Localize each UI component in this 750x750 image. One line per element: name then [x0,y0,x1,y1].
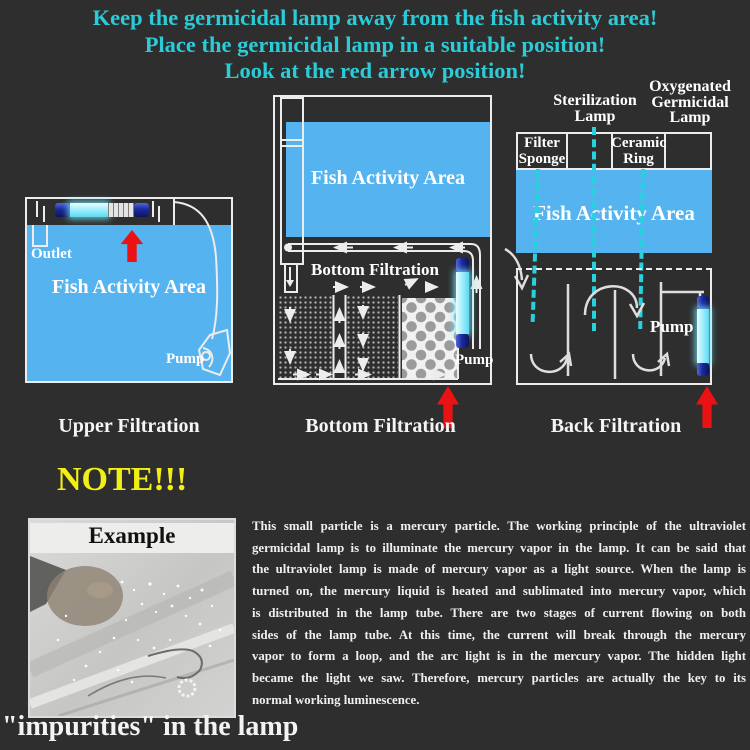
lamp-cap-icon [697,296,709,309]
lamp-tube-icon [456,272,469,334]
sterilization-lamp-label: Sterilization Lamp [553,92,637,125]
pump-label: Pump [650,317,694,336]
water-area [516,170,712,253]
down-arrow-icon [286,267,294,287]
lamp-cap-icon [697,363,709,376]
fish-activity-area-label: Fish Activity Area [310,167,466,189]
pump-label: Pump [455,352,494,368]
heading-line-3: Look at the red arrow position! [224,58,526,83]
empty-cell [568,134,613,168]
heading-line-2: Place the germicidal lamp in a suitable position! [144,31,606,57]
lamp-cap-icon [456,258,469,272]
fish-activity-area-label: Fish Activity Area [533,201,695,225]
bottom-filtration-caption: Bottom Filtration [305,415,456,437]
fish-activity-area-label: Fish Activity Area [51,276,207,298]
upper-filtration-diagram [25,197,233,383]
bottom-filtration-label: Bottom Filtration [311,260,439,279]
empty-cell [666,134,710,168]
lamp-closeup-art [30,520,234,716]
lamp-cap-icon [55,203,70,217]
uv-lamp-horizontal [55,203,149,217]
description-line: is distributed in the lamp tube. There are two stages of current flowing on both [252,605,746,620]
back-filtration-caption: Back Filtration [550,415,682,437]
description-paragraph [252,516,746,711]
note-title: NOTE!!! [57,461,188,498]
example-photo [28,518,236,718]
bottom-filtration-diagram [273,95,492,385]
description-line: This small particle is a mercury particle. The working principle of the ultraviolet [252,519,746,533]
lamp-cap-icon [456,334,469,348]
uv-lamp-vertical [456,258,469,348]
footer-caption: "impurities" in the lamp [2,711,299,742]
description-line: the ultraviolet lamp is made of mercury vapor as a light source. When the lamp is [252,562,746,577]
lamp-tube-icon [70,203,108,217]
heading [0,5,750,85]
outlet-label: Outlet [31,246,72,262]
oxygenated-germicidal-lamp-label: Oxygenated Germicidal Lamp [649,78,731,126]
description-line: became the light we saw. Therefore, mercury particles are actually the key to its [252,670,746,685]
description-line: normal working luminescence. [252,692,420,707]
media-chamber-header [516,132,712,170]
lamp-label-band [108,203,134,217]
upper-filtration-caption: Upper Filtration [58,415,200,437]
pump-label: Pump [166,351,205,367]
description-line: germicidal lamp is to illuminate the mercury vapor in the lamp. It can be said that [252,540,746,555]
lamp-cap-icon [134,203,149,217]
description-line: vapor to form a loop, and the arc light is in the mercury vapor. The hidden light [252,649,746,664]
description-line: turned on, the mercury liquid is heated and sublimated into mercury vapor, which [252,584,746,599]
uv-lamp-vertical [697,296,709,376]
heading-line-1: Keep the germicidal lamp away from the fish activity area! [92,5,658,30]
red-arrow-icon [120,230,144,262]
lamp-tube-icon [697,309,709,363]
outlet-tube [32,225,48,247]
ceramic-ring-cell: Ceramic Ring [611,135,666,167]
example-label: Example [88,523,176,548]
description-line: sides of the lamp tube. At this time, the current will break through the mercury [252,627,746,642]
filter-sponge-cell: Filter Sponge [518,134,568,168]
